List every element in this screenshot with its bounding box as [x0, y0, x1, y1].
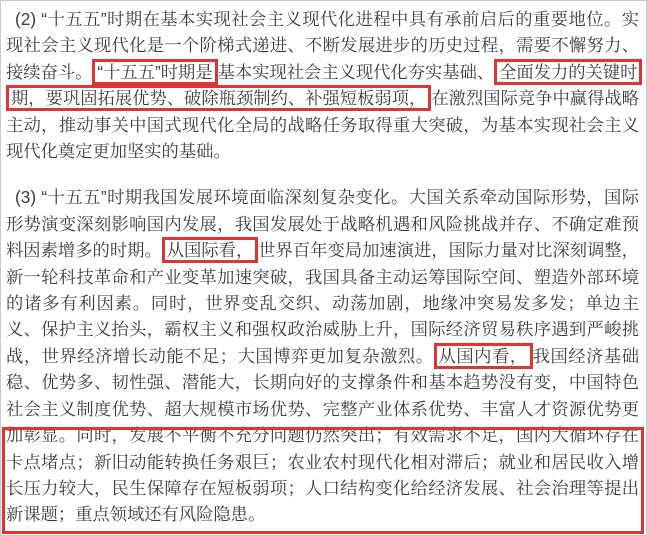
- text-segment: 世界百年变局加速演进，国际力量对比深刻调整，新一轮科技革命和产业变革加速突破，我国具备主动运筹国际空间、塑造外部环境的诸多有利因素。同时，世界变乱交织、动荡加剧，地缘冲突易发多发；单边主义、保护主义抬头，霸权主义和强权政治威胁上升，国际经济贸易秩序遇到严峻挑战，世界经济增长动能不足；大国博弈更加复杂激烈。: [6, 240, 639, 366]
- highlighted-text: “十五五”时期是: [92, 59, 217, 85]
- text-segment: (3) “十五五”时期我国发展环境面临深刻复杂变化。大国关系牵动国际形势，国际形势演变深刻影响国内发展，我国发展处于战略机遇和风险挑战并存、不确定难预料因素增多的时期。: [6, 187, 639, 261]
- highlighted-text: 全面发力的关键时期，要巩固拓展优势、破除瓶颈制约、补强短板弱项，: [6, 59, 642, 111]
- highlighted-text: 从国内看，: [434, 343, 533, 369]
- paragraph-point-2: [6, 6, 639, 164]
- document-body: [6, 6, 639, 528]
- highlighted-text: 从国际看，: [162, 237, 259, 263]
- text-segment: 基本实现社会主义现代化夯实基础、: [217, 61, 495, 82]
- text-segment: 在激烈国际竞争中赢得战略主动，推动事关中国式现代化全局的战略任务取得重大突破，为基本实现社会主义现代化奠定更加坚实的基础。: [6, 88, 639, 162]
- text-segment: (2) “十五五”时期在基本实现社会主义现代化进程中具有承前启后的重要地位。实现社会主义现代化是一个阶梯式递进、不断发展进步的历史过程，需要不懈努力、接续奋斗。: [6, 9, 639, 82]
- block-highlighted-text: 同时，发展不平衡不充分问题仍然突出；有效需求不足，国内大循环存在卡点堵点；新旧动能转换任务艰巨；农业农村现代化相对滞后；就业和居民收入增长压力较大，民生保障存在短板弱项；人口结构变化给经济发展、社会治理等提出新课题；重点领域还有风险隐患。: [6, 425, 639, 525]
- paragraph-point-3: [6, 184, 639, 527]
- text-segment: 我国经济基础稳、优势多、韧性强、潜能大，长期向好的支撑条件和基本趋势没有变，中国特色社会主义制度优势、超大规模市场优势、完整产业体系优势、丰富人才资源优势更加彰显。: [6, 345, 639, 446]
